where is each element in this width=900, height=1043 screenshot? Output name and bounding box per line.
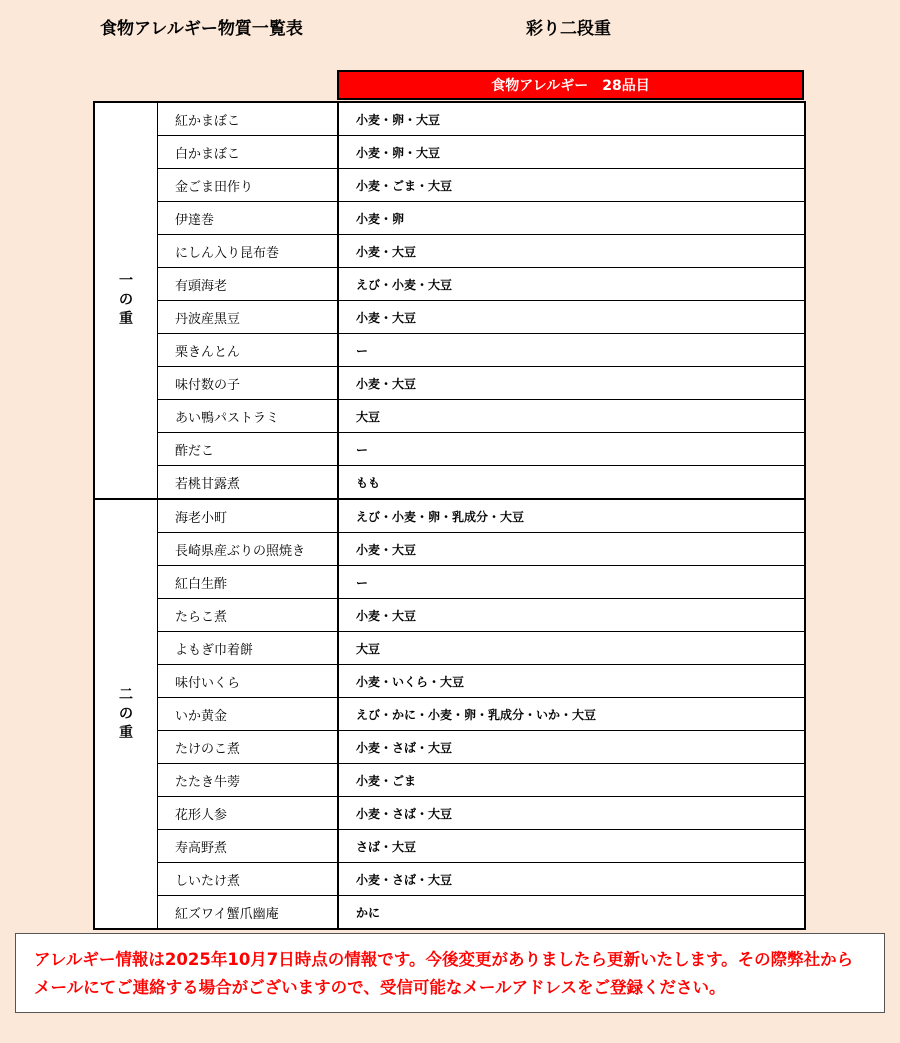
allergen-list: えび・小麦・大豆 — [356, 277, 453, 292]
allergen-list: 小麦・大豆 — [356, 376, 417, 391]
table-row — [158, 730, 804, 763]
table-row — [158, 565, 804, 598]
dish-name: たらこ煮 — [158, 599, 339, 631]
allergen-list: 小麦・ごま — [356, 773, 417, 788]
dish-name: 酢だこ — [158, 433, 339, 465]
allergen-list: えび・かに・小麦・卵・乳成分・いか・大豆 — [356, 707, 597, 722]
allergen-list: 小麦・大豆 — [356, 244, 417, 259]
allergen-list: さば・大豆 — [356, 839, 417, 854]
allergen-list: 小麦・大豆 — [356, 310, 417, 325]
notice-box: アレルギー情報は2025年10月7日時点の情報です。今後変更がありましたら更新いたします。その際弊社からメールにてご連絡する場合がございますので、受信可能なメールアドレスをご登録ください。 — [15, 933, 885, 1013]
allergen-list: ー — [356, 343, 369, 358]
allergen-column-header: 食物アレルギー 28品目 — [337, 70, 804, 100]
table-row — [158, 399, 804, 432]
table-row — [158, 796, 804, 829]
table-row — [158, 103, 804, 135]
dish-name: 金ごま田作り — [158, 169, 339, 201]
dish-name: 有頭海老 — [158, 268, 339, 300]
table-row — [158, 697, 804, 730]
dish-name: たたき牛蒡 — [158, 764, 339, 796]
dish-name: 味付数の子 — [158, 367, 339, 399]
section-label — [95, 103, 158, 498]
section-label-char: 重 — [119, 311, 133, 327]
allergen-list: 小麦・卵・大豆 — [356, 112, 441, 127]
table-row — [158, 432, 804, 465]
table-row — [158, 895, 804, 928]
table-row — [158, 234, 804, 267]
allergen-list: 小麦・いくら・大豆 — [356, 674, 465, 689]
dish-name: 紅かまぼこ — [158, 103, 339, 135]
allergen-list: 小麦・さば・大豆 — [356, 806, 453, 821]
allergen-list: えび・小麦・卵・乳成分・大豆 — [356, 509, 525, 524]
table-row — [158, 862, 804, 895]
table-row — [158, 500, 804, 532]
dish-name: たけのこ煮 — [158, 731, 339, 763]
table-row — [158, 168, 804, 201]
table-row — [158, 465, 804, 498]
dish-name: いか黄金 — [158, 698, 339, 730]
allergen-list: 小麦・大豆 — [356, 542, 417, 557]
allergen-list: 小麦・大豆 — [356, 608, 417, 623]
dish-name: よもぎ巾着餅 — [158, 632, 339, 664]
section-label-char: 一 — [119, 273, 133, 289]
allergen-list: 小麦・ごま・大豆 — [356, 178, 453, 193]
table-row — [158, 366, 804, 399]
dish-name: 若桃甘露煮 — [158, 466, 339, 498]
table-row — [158, 532, 804, 565]
section-label-char: 重 — [119, 724, 133, 741]
allergen-list: ー — [356, 442, 369, 457]
dish-name: 長崎県産ぶりの照焼き — [158, 533, 339, 565]
table-row — [158, 763, 804, 796]
dish-name: 丹波産黒豆 — [158, 301, 339, 333]
table-row — [158, 333, 804, 366]
table-section — [95, 103, 804, 498]
table-row — [158, 300, 804, 333]
table-row — [158, 829, 804, 862]
allergen-list: かに — [356, 905, 381, 920]
allergen-list: もも — [356, 475, 381, 490]
table-section — [95, 498, 804, 928]
dish-name: 紅ズワイ蟹爪幽庵 — [158, 896, 339, 928]
dish-name: 花形人参 — [158, 797, 339, 829]
table-row — [158, 267, 804, 300]
dish-name: 紅白生酢 — [158, 566, 339, 598]
allergen-list: 大豆 — [356, 409, 381, 424]
allergen-list: 大豆 — [356, 641, 381, 656]
dish-name: 白かまぼこ — [158, 136, 339, 168]
table-row — [158, 631, 804, 664]
dish-name: 味付いくら — [158, 665, 339, 697]
dish-name: 伊達巻 — [158, 202, 339, 234]
dish-name: 栗きんとん — [158, 334, 339, 366]
section-label-char: 二 — [119, 686, 133, 703]
allergen-list: ー — [356, 575, 369, 590]
allergen-table — [93, 101, 806, 930]
dish-name: あい鴨パストラミ — [158, 400, 339, 432]
product-name: 彩り二段重 — [526, 19, 611, 39]
allergen-list: 小麦・さば・大豆 — [356, 872, 453, 887]
section-label — [95, 500, 158, 928]
table-row — [158, 135, 804, 168]
dish-name: にしん入り昆布巻 — [158, 235, 339, 267]
allergen-list: 小麦・卵 — [356, 211, 405, 226]
section-label-char: の — [119, 705, 133, 722]
section-label-char: の — [119, 292, 133, 308]
dish-name: しいたけ煮 — [158, 863, 339, 895]
table-row — [158, 598, 804, 631]
allergen-list: 小麦・卵・大豆 — [356, 145, 441, 160]
table-row — [158, 664, 804, 697]
dish-name: 寿高野煮 — [158, 830, 339, 862]
allergen-list: 小麦・さば・大豆 — [356, 740, 453, 755]
page-title: 食物アレルギー物質一覧表 — [100, 19, 303, 39]
table-row — [158, 201, 804, 234]
dish-name: 海老小町 — [158, 500, 339, 532]
